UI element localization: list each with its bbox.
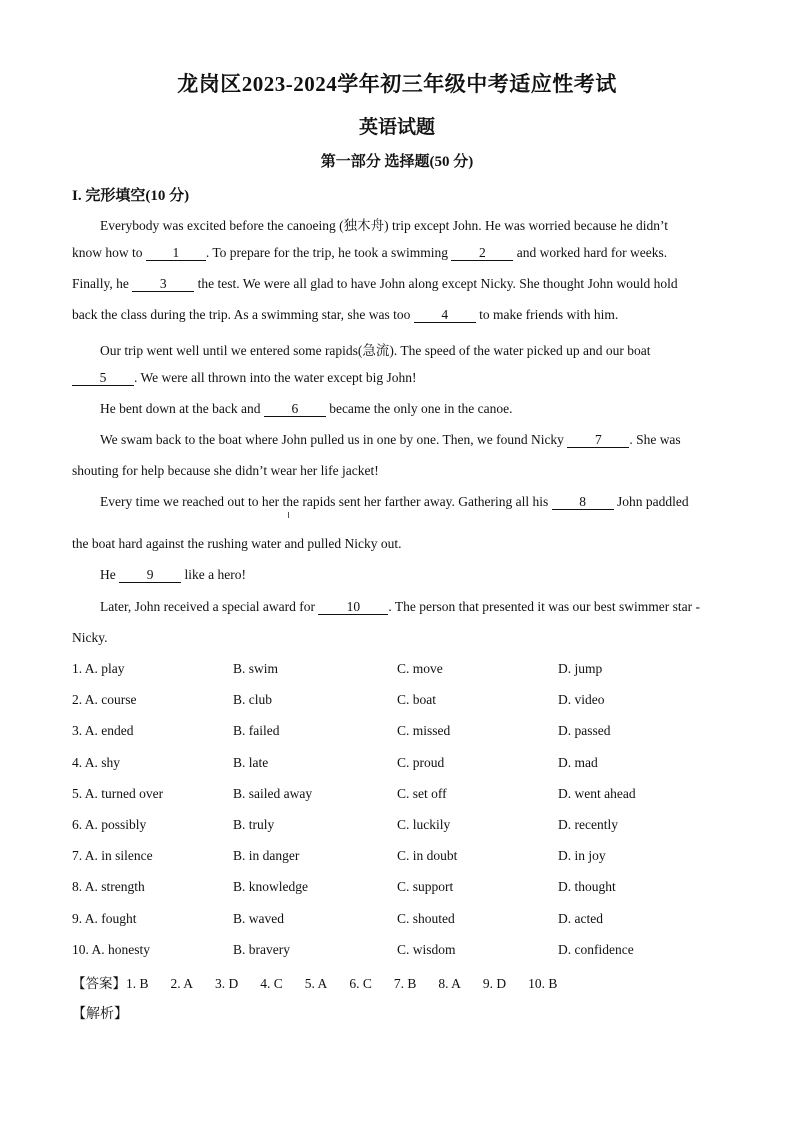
option-b: B. truly [233, 817, 275, 832]
passage-line [72, 536, 402, 552]
option-a: 1. A. play [72, 661, 125, 676]
passage-text: like a hero! [181, 567, 246, 582]
passage-line [72, 370, 416, 386]
passage-text: Later, John received a special award for [100, 599, 319, 614]
answer-key [72, 972, 579, 992]
option-b: B. late [233, 755, 269, 770]
passage-text: Everybody was excited before the canoeing (独木舟) trip except John. He was worried because he didn’t [100, 218, 669, 233]
answer-item: 10. B [528, 976, 558, 991]
option-a: 4. A. shy [72, 755, 121, 770]
option-d: D. video [558, 692, 605, 707]
passage-text: . To prepare for the trip, he took a swimming [205, 245, 452, 260]
passage-text: Every time we reached out to her the rapids sent her farther away. Gathering all his [100, 494, 552, 509]
option-c: C. move [397, 661, 443, 676]
option-b: B. club [233, 692, 272, 707]
passage-line [100, 599, 700, 615]
option-a: 8. A. strength [72, 879, 145, 894]
option-a: 10. A. honesty [72, 942, 151, 957]
option-b: B. knowledge [233, 879, 308, 894]
answer-item: 9. D [482, 976, 507, 991]
answer-item: 4. C [260, 976, 283, 991]
option-a: 6. A. possibly [72, 817, 147, 832]
blank-4: 4 [414, 308, 476, 323]
option-c: C. in doubt [397, 848, 458, 863]
option-c: C. set off [397, 786, 447, 801]
option-c: C. shouted [397, 911, 455, 926]
option-d: D. recently [558, 817, 618, 832]
blank-6: 6 [264, 402, 326, 417]
passage-text: John paddled [613, 494, 689, 509]
option-a: 9. A. fought [72, 911, 137, 926]
passage-line [100, 432, 681, 448]
passage-line [72, 245, 667, 261]
option-b: B. bravery [233, 942, 290, 957]
option-c: C. support [397, 879, 454, 894]
passage-text: He bent down at the back and [100, 401, 264, 416]
passage-line [72, 307, 618, 323]
passage-text: became the only one in the canoe. [325, 401, 513, 416]
passage-text: to make friends with him. [475, 307, 619, 322]
passage-line [72, 463, 379, 479]
option-b: B. swim [233, 661, 279, 676]
blank-3: 3 [132, 277, 194, 292]
section-heading: I. 完形填空(10 分) [72, 188, 190, 204]
answer-item: 3. D [215, 976, 239, 991]
answer-item: 5. A [304, 976, 328, 991]
option-d: D. thought [558, 879, 616, 894]
option-a: 7. A. in silence [72, 848, 153, 863]
option-c: C. missed [397, 723, 451, 738]
option-a: 5. A. turned over [72, 786, 164, 801]
passage-text: . We were all thrown into the water except big John! [134, 370, 417, 385]
option-c: C. wisdom [397, 942, 456, 957]
passage-line [100, 494, 689, 510]
passage-text: We swam back to the boat where John pulled us in one by one. Then, we found Nicky [100, 432, 568, 447]
option-c: C. proud [397, 755, 445, 770]
passage-line [72, 630, 108, 646]
answer-item: 7. B [393, 976, 417, 991]
option-d: D. went ahead [558, 786, 636, 801]
passage-text: and worked hard for weeks. [513, 245, 668, 260]
analysis-label: 【解析】 [72, 1007, 128, 1022]
option-b: B. waved [233, 911, 284, 926]
answer-item: 1. B [126, 976, 149, 991]
passage-line [100, 567, 246, 583]
answer-item: 2. A [170, 976, 194, 991]
blank-2: 2 [451, 246, 513, 261]
blank-9: 9 [119, 568, 181, 583]
passage-line [72, 276, 678, 292]
passage-line [100, 339, 650, 359]
passage-text: the boat hard against the rushing water and pulled Nicky out. [72, 536, 402, 551]
option-b: B. failed [233, 723, 280, 738]
exam-title: 龙岗区2023-2024学年初三年级中考适应性考试 [177, 72, 617, 96]
option-b: B. in danger [233, 848, 300, 863]
passage-text: Nicky. [72, 630, 108, 645]
option-a: 2. A. course [72, 692, 137, 707]
option-b: B. sailed away [233, 786, 313, 801]
passage-text: back the class during the trip. As a swimming star, she was too [72, 307, 414, 322]
passage-text: . She was [629, 432, 681, 447]
option-d: D. confidence [558, 942, 634, 957]
passage-line [100, 214, 668, 234]
passage-text: Our trip went well until we entered some rapids(急流). The speed of the water picked up and our boat [100, 343, 651, 358]
option-a: 3. A. ended [72, 723, 134, 738]
passage-text: the test. We were all glad to have John along except Nicky. She thought John would hold [194, 276, 678, 291]
passage-text: know how to [72, 245, 146, 260]
answer-item: 6. C [349, 976, 372, 991]
option-d: D. passed [558, 723, 611, 738]
blank-5: 5 [72, 371, 134, 386]
passage-text: shouting for help because she didn’t wear her life jacket! [72, 463, 379, 478]
passage-text: He [100, 567, 120, 582]
option-d: D. acted [558, 911, 603, 926]
exam-subtitle: 英语试题 [358, 117, 435, 138]
answer-label: 【答案】 [72, 976, 126, 991]
option-c: C. luckily [397, 817, 451, 832]
blank-1: 1 [146, 246, 206, 261]
part-heading: 第一部分 选择题(50 分) [320, 154, 474, 170]
option-d: D. mad [558, 755, 598, 770]
passage-text: . The person that presented it was our best swimmer star - [388, 599, 701, 614]
passage-text: Finally, he [72, 276, 133, 291]
stray-mark [288, 512, 289, 518]
blank-8: 8 [552, 495, 614, 510]
passage-line [100, 401, 513, 417]
option-d: D. in joy [558, 848, 606, 863]
option-c: C. boat [397, 692, 436, 707]
option-d: D. jump [558, 661, 603, 676]
answer-item: 8. A [438, 976, 461, 991]
blank-7: 7 [567, 433, 629, 448]
blank-10: 10 [318, 600, 388, 615]
